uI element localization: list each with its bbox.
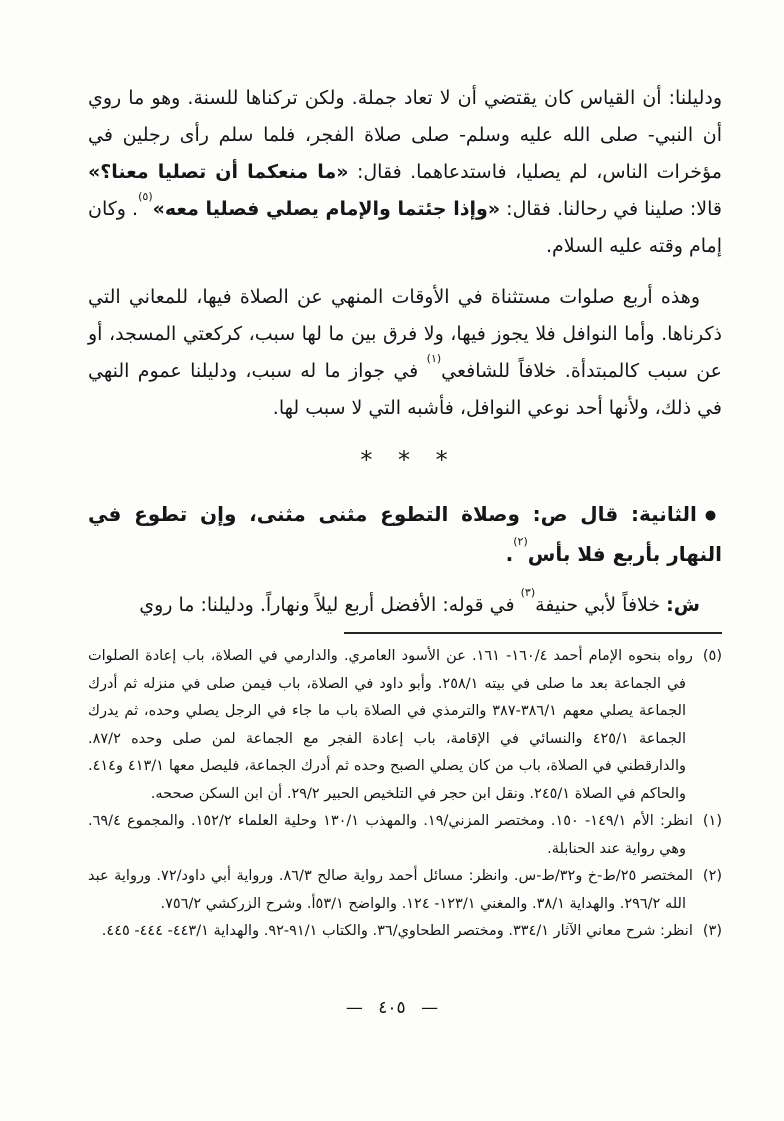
paragraph-text: ودليلنا: أن القياس كان يقتضي أن لا تعاد جملة. ولكن تركناها للسنة. وهو ما روي أن النبي- صلى الله عليه وسلم- صلى صلاة الفجر، فلما سلم رأى رجلين في مؤخرات الناس، لم يصليا، فاستدعاهما. فقال: <box>88 87 722 183</box>
footnote-ref-1: (١) <box>426 351 442 365</box>
matn-paragraph <box>88 495 722 574</box>
footnote-text: رواه بنحوه الإمام أحمد ١٦٠/٤- ١٦١. عن الأسود العامري. والدارمي في الصلاة، باب إعادة الصلوات في الجماعة بعد ما صلى في بيته ٢٥٨/١. وأبو داود في الصلاة، باب فيمن صلى في منزله ثم أدرك الجماعة يصلي معهم ٣٨٦/١-٣٨٧ والترمذي في الصلاة باب ما جاء في الرجل يصلي وحده، ثم يدرك الجماعة ٤٢٥/١ والنسائي في الإقامة، باب إعادة الفجر مع الجماعة لمن صلى وحده ٨٧/٢. والدارقطني في الصلاة، باب من كان يصلي الصبح وحده ثم أدرك الجماعة، فليصل معها ٤١٣/١ و٤١٤. والحاكم في الصلاة ٢٤٥/١. ونقل ابن حجر في التلخيص الحبير ٢٩/٢. أن ابن السكن صححه. <box>88 648 693 802</box>
footnote-3 <box>88 918 722 946</box>
footnote-marker: (٣) <box>702 923 722 939</box>
sharh-lead: ش: <box>666 594 700 616</box>
bullet-icon: ● <box>704 508 722 523</box>
footnotes-block <box>88 643 722 946</box>
hadith-quote-2: «وإذا جئتما والإمام يصلي فصليا معه» <box>152 198 501 220</box>
hadith-quote-1: «ما منعكما أن تصليا معنا؟» <box>88 161 349 183</box>
sharh-paragraph <box>88 587 722 624</box>
footnote-ref-3: (٣) <box>520 585 536 599</box>
footnote-text: انظر: شرح معاني الآثار ٣٣٤/١. ومختصر الطحاوي/٣٦. والكتاب ٩١/١-٩٢. والهداية ٤٤٣/١- ٤٤٤- ٤٤٥. <box>101 923 693 939</box>
footnote-marker: (٥) <box>702 648 723 664</box>
footnote-marker: (١) <box>702 813 723 829</box>
footnote-separator-rule <box>344 632 722 634</box>
paragraph-text: . وكان إمام وقته عليه السلام. <box>88 198 722 257</box>
footnote-ref-2: (٢) <box>513 535 528 549</box>
matn-tail: . <box>505 542 514 566</box>
footnote-1 <box>88 808 722 863</box>
paragraph-text: في قوله: الأفضل أربع ليلاً ونهاراً. ودليلنا: ما روي <box>139 594 521 616</box>
paragraph-arba-salawat <box>88 279 722 427</box>
paragraph-text: قالا: صلينا في رحالنا. فقال: <box>500 198 722 220</box>
footnote-text: المختصر ٢٥/ط-خ و٣٢/ط-س. وانظر: مسائل أحمد رواية صالح ٨٦/٣. ورواية أبي داود/٧٢. ورواية عبد الله ٢٩٦/٢. والهداية ٣٨/١. والمغني ١٢٣/١- ١٢٤. والواضح ٥٣/١أ. وشرح الزركشي ٧٥٦/٢. <box>88 868 693 912</box>
page-number: — ٤٠٥ — <box>345 998 439 1018</box>
footnote-text: انظر: الأم ١٤٩/١- ١٥٠. ومختصر المزني/١٩. والمهذب ١٣٠/١ وحلية العلماء ١٥٢/٢. والمجموع ٦٩/٤. وهي رواية عند الحنابلة. <box>88 813 693 857</box>
paragraph-text: في جواز ما له سبب، ودليلنا عموم النهي في ذلك، ولأنها أحد نوعي النوافل، فأشبه التي لا سبب لها. <box>88 360 722 419</box>
footnote-5 <box>88 643 722 808</box>
paragraph-text: خلافاً لأبي حنيفة <box>535 594 667 616</box>
matn-bold-text: الثانية: قال ص: وصلاة التطوع مثنى مثنى، وإن تطوع في النهار بأربع فلا بأس <box>88 502 722 566</box>
footnote-ref-5: (٥) <box>138 189 153 203</box>
paragraph-text: وهذه أربع صلوات مستثناة في الأوقات المنهي عن الصلاة فيها، للمعاني التي ذكرناها. وأما النوافل فلا يجوز فيها، ولا فرق بين ما لها سبب، كركعتي المسجد، أو عن سبب كالمبتدأة. خلافاً للشافعي <box>88 286 722 382</box>
section-divider-stars: * * * <box>360 446 450 474</box>
footnote-2 <box>88 863 722 918</box>
paragraph-dalil <box>88 80 722 265</box>
main-text-block <box>88 80 722 624</box>
footnote-marker: (٢) <box>702 868 723 884</box>
